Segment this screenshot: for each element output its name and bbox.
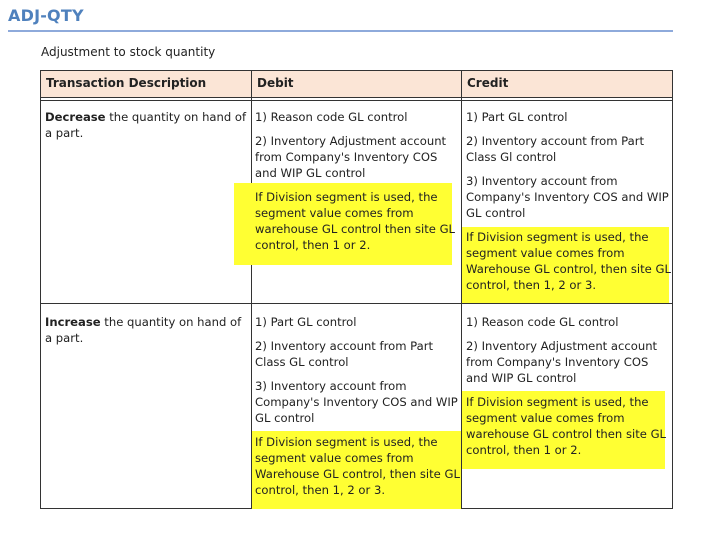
row1-credit-line: 3) Inventory account from Company's Inventory COS and WIP GL control bbox=[466, 174, 669, 220]
page-title: ADJ-QTY bbox=[8, 6, 84, 25]
row1-description bbox=[45, 109, 249, 141]
row1-debit bbox=[255, 109, 460, 261]
row2-debit-line: 2) Inventory account from Part Class GL control bbox=[255, 339, 434, 369]
row1-credit-line: 1) Part GL control bbox=[466, 110, 568, 124]
row2-desc-bold: Increase bbox=[45, 315, 101, 329]
subtitle: Adjustment to stock quantity bbox=[41, 45, 216, 59]
row1-debit-line: 2) Inventory Adjustment account from Company's Inventory COS and WIP GL control bbox=[255, 134, 447, 180]
title-underline bbox=[8, 30, 673, 32]
row2-debit-line: 1) Part GL control bbox=[255, 315, 357, 329]
row1-debit-note: If Division segment is used, the segment value comes from warehouse GL control then site GL control, then 1 or 2. bbox=[255, 190, 456, 252]
header-credit: Credit bbox=[462, 71, 672, 97]
header-divider bbox=[41, 100, 672, 101]
row2-credit-line: 1) Reason code GL control bbox=[466, 315, 619, 329]
row1-desc-rest: the quantity on hand of a part. bbox=[45, 110, 247, 140]
row1-credit-line: 2) Inventory account from Part Class Gl control bbox=[466, 134, 645, 164]
header-transaction-description: Transaction Description bbox=[41, 71, 251, 97]
row2-description bbox=[45, 314, 249, 346]
header-debit: Debit bbox=[252, 71, 461, 97]
row2-credit-line: 2) Inventory Adjustment account from Company's Inventory COS and WIP GL control bbox=[466, 339, 658, 385]
row2-desc-rest: the quantity on hand of a part. bbox=[45, 315, 242, 345]
row1-credit bbox=[466, 109, 671, 301]
row1-desc-bold: Decrease bbox=[45, 110, 106, 124]
row2-debit-note: If Division segment is used, the segment value comes from Warehouse GL control, then site GL control, then 1, 2 or 3. bbox=[255, 435, 460, 497]
row1-debit-line: 1) Reason code GL control bbox=[255, 110, 408, 124]
row2-credit bbox=[466, 314, 671, 466]
row1-credit-note: If Division segment is used, the segment value comes from Warehouse GL control, then site GL control, then 1, 2 or 3. bbox=[466, 230, 671, 292]
row2-credit-note: If Division segment is used, the segment value comes from warehouse GL control then site GL control, then 1 or 2. bbox=[466, 395, 667, 457]
row2-debit bbox=[255, 314, 460, 506]
header-divider bbox=[41, 97, 672, 98]
row-divider bbox=[41, 303, 672, 304]
row2-debit-line: 3) Inventory account from Company's Inventory COS and WIP GL control bbox=[255, 379, 458, 425]
gl-table bbox=[40, 70, 673, 509]
